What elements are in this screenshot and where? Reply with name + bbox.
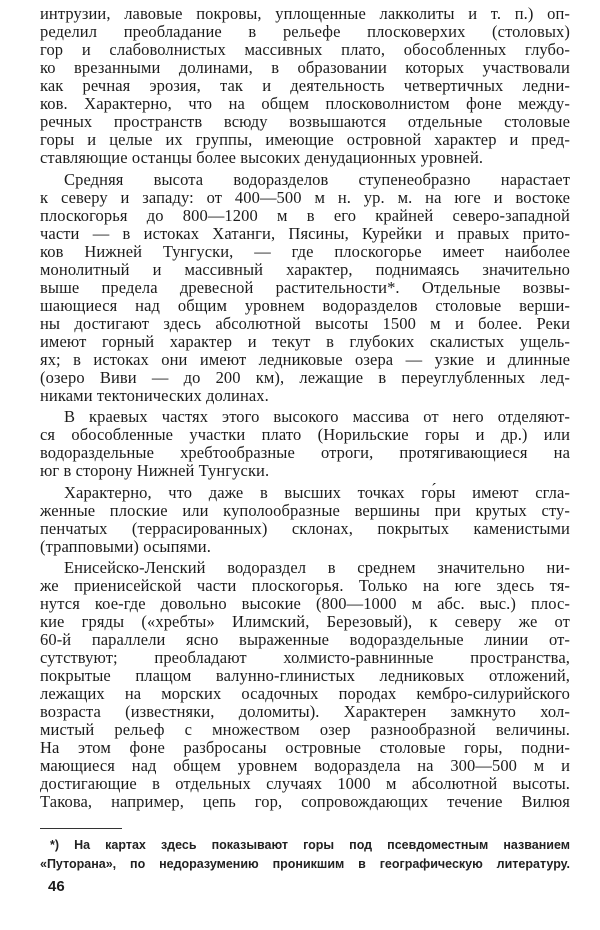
text-line: 60-й параллели ясно выраженные водораздельные линии от-: [40, 630, 570, 649]
text-line: Енисейско-Ленский водораздел в среднем значительно ни-: [64, 558, 570, 577]
text-line: (озеро Виви — до 200 км), лежащие в переуглубленных лед-: [40, 367, 570, 387]
footnote-divider: [40, 828, 122, 829]
text-line: пенчатых (террасированных) склонах, покрытых каменистыми: [40, 518, 570, 538]
text-line: водораздельные хребтообразные отроги, протягивающиеся на: [40, 443, 570, 462]
text-line: горы и целые их группы, имеющие островной характер и пред-: [40, 130, 570, 149]
text-line: ко врезанными долинами, в образовании которых участвовали: [40, 58, 570, 77]
text-line: лежащих на морских осадочных породах кембро-силурийского: [40, 684, 570, 703]
paragraph: [40, 559, 570, 811]
text-line: Характерно, что даже в высших точках го́ры имеют сгла-: [64, 482, 570, 502]
paragraph: [40, 408, 570, 480]
text-line: кие гряды («хребты» Илимский, Березовый), к северу же от: [40, 612, 570, 631]
text-line: ях; в истоках они имеют ледниковые озера — узкие и длинные: [40, 349, 570, 369]
text-line: никами тектонических долинах.: [40, 385, 269, 405]
footnote: [40, 836, 570, 874]
text-line: мающиеся над общем уровнем водораздела на 300—500 м и: [40, 756, 570, 775]
text-line: к северу и западу: от 400—500 м н. ур. м. на юге и востоке: [40, 187, 570, 207]
body-text: [40, 5, 570, 811]
text-line: ставляющие останцы более высоких денудационных уровней.: [40, 148, 484, 167]
text-line: Средняя высота водоразделов ступенеобразно нарастает: [64, 169, 570, 189]
paragraph: [40, 171, 570, 405]
text-line: монолитный и массивный характер, поднимаясь значительно: [40, 259, 570, 279]
paragraph: [40, 5, 570, 167]
text-line: Такова, например, цепь гор, сопровождающих течение Вилюя: [40, 792, 570, 811]
page-number: 46: [48, 878, 65, 895]
text-line: возраста (известняки, доломиты). Характерен замкнуто хол-: [40, 702, 570, 721]
text-line: ков Нижней Тунгуски, — где плоскогорье имеет наиболее: [40, 241, 570, 261]
paragraph: [40, 484, 570, 556]
text-line: имеют горный характер и текут в глубоких скалистых ущель-: [40, 331, 570, 351]
text-line: мистый рельеф с множеством озер разнообразной величины.: [40, 720, 570, 739]
text-line: как речная эрозия, так и деятельность четвертичных ледни-: [40, 76, 570, 95]
text-line: (трапповыми) осыпями.: [40, 536, 211, 556]
text-line: женные плоские или куполообразные вершины при крутых сту-: [40, 500, 570, 520]
text-line: покрытые плащом валунно-глинистых ледниковых отложений,: [40, 666, 570, 685]
text-line: интрузии, лавовые покровы, уплощенные лакколиты и т. п.) оп-: [40, 4, 570, 23]
text-line: плоскогорья до 800—1200 м в его крайней северо-западной: [40, 205, 570, 225]
text-line: достигающие в отдельных случаях 1000 м абсолютной высоты.: [40, 774, 570, 793]
text-line: ся обособленные участки плато (Норильские горы и др.) или: [40, 425, 570, 444]
text-line: нутся кое-где довольно высокие (800—1000 м абс. выс.) плос-: [40, 594, 570, 613]
text-line: гор и слабоволнистых массивных плато, обособленных глубо-: [40, 40, 570, 59]
text-line: речных пространств всюду возвышаются отдельные столовые: [40, 112, 570, 131]
text-line: выше предела древесной растительности*. Отдельные возвы-: [40, 277, 570, 297]
text-line: шающиеся над общим уровнем водоразделов столовые верши-: [40, 295, 570, 315]
text-line: же приенисейской части плоскогорья. Только на юге здесь тя-: [40, 576, 570, 595]
footnote-line: *) На картах здесь показывают горы под псевдоместным названием: [50, 838, 570, 852]
footnote-line: «Путорана», по недоразумению проникшим в географическую литературу.: [40, 857, 570, 871]
text-line: юг в сторону Нижней Тунгуски.: [40, 461, 270, 480]
text-line: ределил преобладание в рельефе плосковерхих (столовых): [40, 22, 570, 41]
text-line: ков. Характерно, что на общем плосковолнистом фоне между-: [40, 94, 570, 113]
text-line: сутствуют; преобладают холмисто-равнинные пространства,: [40, 648, 570, 667]
text-line: ны достигают здесь абсолютной высоты 1500 м и более. Реки: [40, 313, 570, 333]
text-line: На этом фоне разбросаны островные столовые горы, подни-: [40, 738, 570, 757]
text-line: части — в истоках Хатанги, Пясины, Курейки и правых прито-: [40, 223, 570, 243]
text-line: В краевых частях этого высокого массива от него отделяют-: [64, 407, 570, 426]
